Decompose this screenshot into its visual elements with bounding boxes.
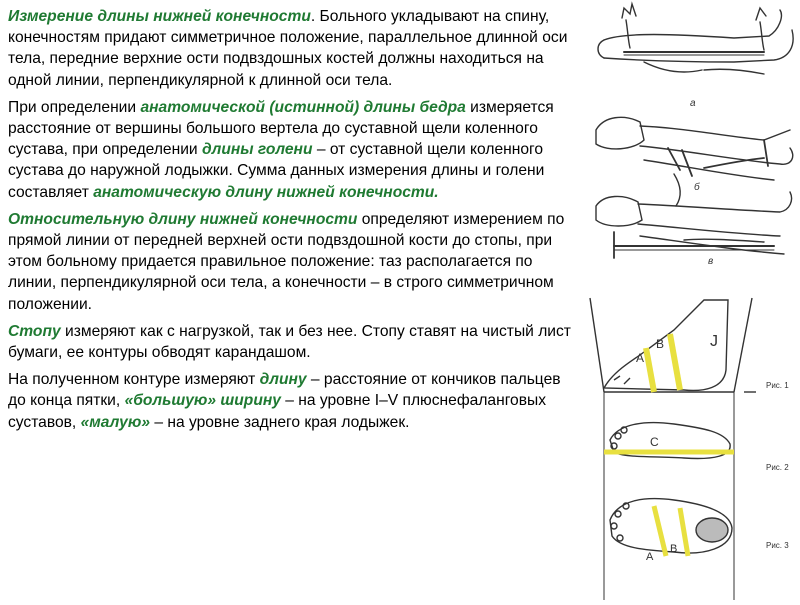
highlight-term: «малую» [80, 413, 150, 431]
leg-figure-a [598, 4, 793, 74]
highlight-term: длину [259, 371, 307, 389]
text-segment: определяют измерением по прямой линии от передней верхней ости подвздошной кости до стопы, при этом больному придается правильное положение: таз располагается по линии, перпендикулярной оси тела, а конечности – в строго симметричном положении. [8, 210, 565, 313]
label-b: б [694, 182, 700, 193]
foot-label-A: А [636, 351, 645, 365]
foot-label-J: J [710, 333, 718, 350]
paragraph-4 [8, 321, 580, 363]
text-segment: При определении [8, 98, 141, 116]
text-segment: На полученном контуре измеряют [8, 371, 260, 389]
illustration-svg [584, 0, 800, 600]
foot-label-B2: В [670, 543, 678, 555]
label-a: а [690, 98, 696, 109]
text-segment: – расстояние от кончиков пальцев до конца пятки, [8, 371, 561, 410]
paragraph-5 [8, 369, 580, 433]
highlight-term: анатомической (истинной) длины бедра [140, 98, 466, 116]
foot-label-A2: А [646, 551, 654, 563]
text-segment: . Больного укладывают на спину, конечностям придают симметричное положение, параллельное длинной оси тела, передние верхние ости подвздошных костей должны находиться на одной линии, перпендикулярной к длинной оси тела. [8, 8, 568, 89]
text-segment: – на уровне заднего края лодыжек. [150, 413, 410, 431]
ris-2: Рис. 2 [766, 463, 789, 472]
highlight-term: «большую» ширину [124, 392, 281, 410]
leg-figure-v [596, 192, 792, 258]
illustrations [584, 0, 800, 600]
highlight-term: Измерение длины нижней конечности [8, 8, 311, 25]
paragraph-2 [8, 97, 580, 203]
paragraph-3 [8, 209, 580, 315]
ris-1: Рис. 1 [766, 381, 789, 390]
foot-label-B: В [656, 337, 665, 351]
text-segment: – на уровне I–V плюснефаланговых суставов, [8, 392, 547, 431]
highlight-term: анатомическую длину нижней конечности. [93, 183, 439, 201]
ris-3: Рис. 3 [766, 541, 789, 550]
text-segment: – от суставной щели коленного сустава до наружной лодыжки. Сумма данных измерения длины и голени составляет [8, 141, 545, 201]
highlight-term: Относительную длину нижней конечности [8, 210, 358, 228]
highlight-term: длины голени [201, 141, 313, 159]
text-segment: измеряют как с нагрузкой, так и без нее. Стопу ставят на чистый лист бумаги, ее контуры обводят карандашом. [8, 322, 571, 362]
paragraph-1 [8, 6, 580, 91]
foot-label-C: С [650, 435, 659, 449]
text-segment: измеряется расстояние от вершины большого вертела до суставной щели коленного сустава, при определении [8, 98, 554, 159]
text-column [8, 6, 580, 439]
highlight-term: Стопу [8, 322, 61, 340]
label-v: в [708, 256, 714, 267]
